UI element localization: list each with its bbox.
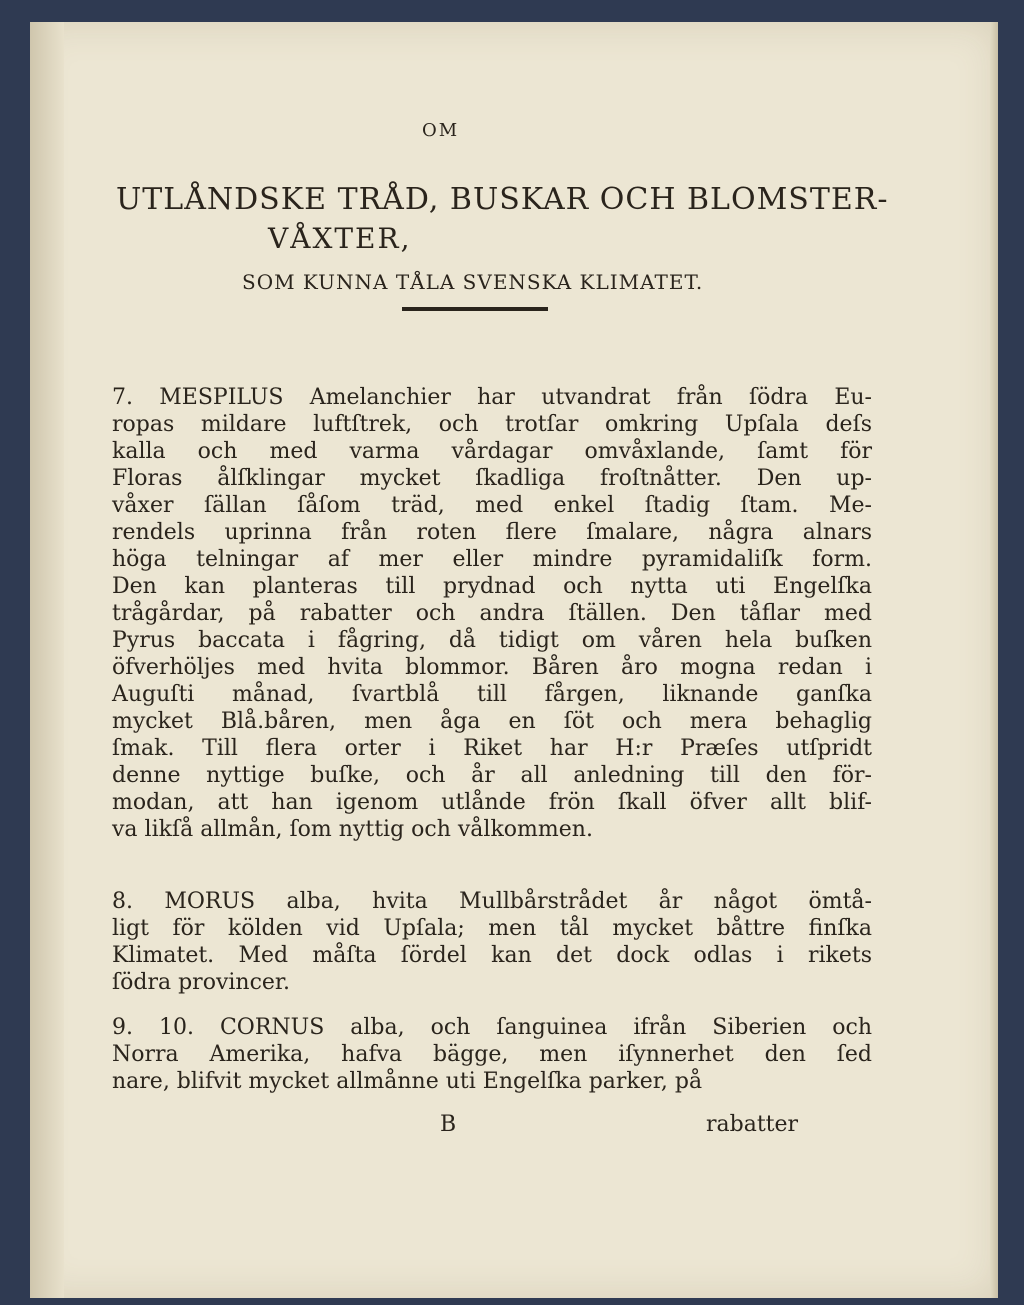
paragraph-cornus xyxy=(112,1014,872,1095)
text-line: 8. MORUS alba, hvita Mullbårstrådet år något ömtå- xyxy=(112,889,872,914)
paragraph-mespilus xyxy=(112,384,872,843)
text-line: va likſå allmån, ſom nyttig och vålkommen. xyxy=(112,817,593,842)
title-rule xyxy=(402,307,548,311)
text-line: Auguſti månad, ſvartblå till fårgen, liknande ganſka xyxy=(112,682,872,707)
text-line: Den kan planteras till prydnad och nytta uti Engelſka xyxy=(112,574,872,599)
text-line: denne nyttige buſke, och år all anledning till den för- xyxy=(112,763,872,788)
title-line-1: UTLÅNDSKE TRÅD, BUSKAR OCH BLOMSTER- xyxy=(116,182,889,217)
text-line: kalla och med varma vårdagar omvåxlande, ſamt för xyxy=(112,439,872,464)
text-line: höga telningar af mer eller mindre pyramidaliſk form. xyxy=(112,547,872,572)
page-edge xyxy=(990,22,998,1298)
text-line: ſödra provincer. xyxy=(112,970,291,995)
subtitle: SOM KUNNA TÅLA SVENSKA KLIMATET. xyxy=(242,270,704,294)
text-line: mycket Blå.båren, men åga en ſöt och mera behaglig xyxy=(112,709,872,734)
text-line: 9. 10. CORNUS alba, och ſanguinea ifrån Siberien och xyxy=(112,1015,872,1040)
page-spine-shadow xyxy=(30,22,64,1298)
text-line: rendels uprinna från roten flere ſmalare, några alnars xyxy=(112,520,872,545)
text-line: nare, blifvit mycket allmånne uti Engelſka parker, på xyxy=(112,1069,703,1094)
title-line-2: VÅXTER, xyxy=(268,222,412,255)
title-prefix: OM xyxy=(422,120,460,141)
text-line: Pyrus baccata i fågring, då tidigt om våren hela buſken xyxy=(112,628,872,653)
signature-mark: B xyxy=(440,1112,457,1137)
text-line: 7. MESPILUS Amelanchier har utvandrat från ſödra Eu- xyxy=(112,385,872,410)
text-line: våxer ſällan ſåſom träd, med enkel ſtadig ſtam. Me- xyxy=(112,493,872,518)
book-page xyxy=(30,22,998,1298)
text-line: modan, att han igenom utlånde frön ſkall öfver allt blif- xyxy=(112,790,872,815)
text-line: Floras ålſklingar mycket ſkadliga froſtnåtter. Den up- xyxy=(112,466,872,491)
text-line: Norra Amerika, hafva bägge, men iſynnerhet den ſed xyxy=(112,1042,872,1067)
text-line: öfverhöljes med hvita blommor. Båren åro mogna redan i xyxy=(112,655,872,680)
paragraph-morus xyxy=(112,888,872,996)
text-line: trågårdar, på rabatter och andra ſtällen. Den tåflar med xyxy=(112,601,872,626)
text-line: ſmak. Till flera orter i Riket har H:r Præſes utſpridt xyxy=(112,736,872,761)
text-line: ropas mildare luftſtrek, och trotſar omkring Upſala deſs xyxy=(112,412,872,437)
text-line: ligt för kölden vid Upſala; men tål mycket båttre finſka xyxy=(112,916,872,941)
text-line: Klimatet. Med måſta ſördel kan det dock odlas i rikets xyxy=(112,943,872,968)
catchword: rabatter xyxy=(706,1112,799,1137)
